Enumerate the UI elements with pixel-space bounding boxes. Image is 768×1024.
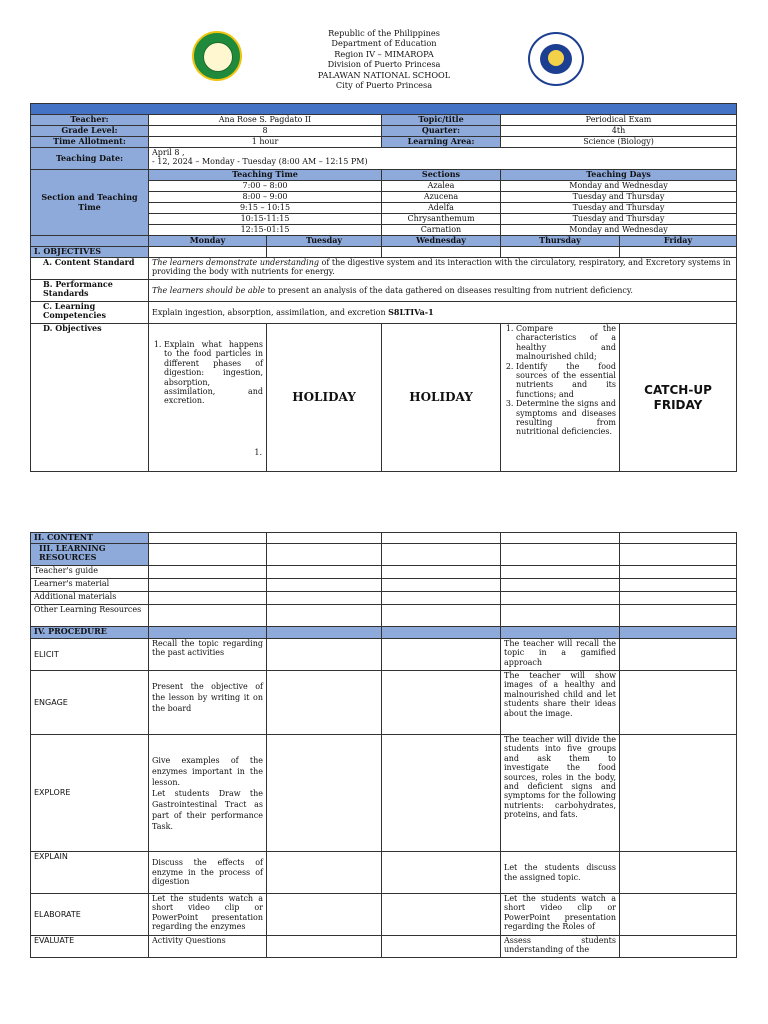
schedule-section: Azalea: [382, 181, 501, 192]
empty-cell: [382, 533, 501, 544]
area-label: Learning Area:: [382, 137, 501, 148]
deped-seal-icon: [192, 31, 242, 81]
learners-material-label: Learner's material: [31, 579, 149, 592]
competencies-text: [149, 302, 737, 324]
schedule-time: 9:15 – 10:15: [149, 203, 382, 214]
date-label: Teaching Date:: [31, 148, 149, 170]
empty-cell: [620, 592, 737, 605]
content-standard-label: A. Content Standard: [31, 258, 149, 280]
objectives-table: [30, 235, 737, 472]
empty-cell: [382, 852, 501, 894]
performance-standard-rest: to present an analysis of the data gathered on diseases resulting from nutrient deficiency.: [265, 285, 633, 295]
wednesday-holiday: HOLIDAY: [382, 324, 501, 472]
empty-cell: [382, 592, 501, 605]
day-header-spacer: [31, 236, 149, 247]
procedure-label: ENGAGE: [31, 671, 149, 735]
performance-standard-emphasis: The learners should be able: [152, 285, 266, 295]
empty-cell: [267, 605, 382, 627]
schedule-header: Teaching Time: [149, 170, 382, 181]
time-label: Time Allotment:: [31, 137, 149, 148]
empty-cell: [620, 566, 737, 579]
empty-cell: [267, 566, 382, 579]
table-row: [31, 639, 737, 671]
procedure-thursday: The teacher will show images of a healthy and malnourished child and let students share their ideas about the image.: [501, 671, 620, 735]
empty-cell: [267, 671, 382, 735]
schedule-section: Carnation: [382, 225, 501, 236]
empty-cell: [501, 627, 620, 639]
letterhead-text: [284, 28, 484, 90]
procedure-monday: Discuss the effects of enzyme in the process of digestion: [149, 852, 267, 894]
table-band: [31, 104, 737, 115]
empty-cell: [267, 639, 382, 671]
empty-cell: [149, 544, 267, 566]
quarter-label: Quarter:: [382, 126, 501, 137]
procedure-table: [30, 532, 737, 958]
objectives-heading: I. OBJECTIVES: [31, 247, 149, 258]
procedure-monday: Give examples of the enzymes important in the lesson. Let students Draw the Gastrointestinal Tract as part of their performance Task.: [149, 735, 267, 852]
content-standard-rest: of the digestive system and its interaction with the circulatory, respiratory, and Excretory systems in providing the body with nutrients for energy.: [152, 258, 731, 277]
resources-heading: III. LEARNING RESOURCES: [31, 544, 149, 566]
list-number: 1.: [254, 447, 262, 457]
empty-cell: [382, 605, 501, 627]
empty-cell: [149, 533, 267, 544]
monday-objectives: [149, 324, 267, 472]
schedule-days: Tuesday and Thursday: [501, 203, 737, 214]
schedule-time: 12:15-01:15: [149, 225, 382, 236]
schedule-time: 7:00 – 8:00: [149, 181, 382, 192]
procedure-thursday: Let the students discuss the assigned topic.: [501, 852, 620, 894]
teacher-value: Ana Rose S. Pagdato II: [149, 115, 382, 126]
empty-cell: [267, 533, 382, 544]
procedure-label: ELICIT: [31, 639, 149, 671]
time-value: 1 hour: [149, 137, 382, 148]
empty-cell: [149, 605, 267, 627]
grade-value: 8: [149, 126, 382, 137]
friday-catch-up: [620, 324, 737, 472]
empty-cell: [267, 592, 382, 605]
table-row: [31, 936, 737, 958]
empty-cell: [501, 566, 620, 579]
schedule-section: Chrysanthemum: [382, 214, 501, 225]
teaching-date: [149, 148, 737, 170]
empty-cell: [267, 544, 382, 566]
empty-cell: [620, 936, 737, 958]
empty-cell: [620, 639, 737, 671]
performance-standard-label: B. Performance Standards: [31, 280, 149, 302]
empty-cell: [267, 936, 382, 958]
empty-cell: [382, 566, 501, 579]
procedure-label: EXPLAIN: [31, 852, 149, 894]
list-item: 3. Determine the signs and symptoms and diseases resulting from nutritional deficiencies.: [516, 399, 616, 437]
header-line: Republic of the Philippines: [328, 28, 440, 38]
schedule-header: Sections: [382, 170, 501, 181]
content-standard-emphasis: The learners demonstrate understanding: [152, 258, 320, 267]
additional-materials-label: Additional materials: [31, 592, 149, 605]
table-row: [31, 894, 737, 936]
tuesday-holiday: HOLIDAY: [267, 324, 382, 472]
empty-cell: [620, 533, 737, 544]
header-line: Department of Education: [331, 38, 437, 49]
performance-standard-text: [149, 280, 737, 302]
empty-cell: [620, 544, 737, 566]
area-value: Science (Biology): [501, 137, 737, 148]
empty-cell: [267, 894, 382, 936]
empty-cell: [149, 579, 267, 592]
procedure-label: EVALUATE: [31, 936, 149, 958]
schedule-days: Monday and Wednesday: [501, 225, 737, 236]
quarter-value: 4th: [501, 126, 737, 137]
empty-cell: [382, 671, 501, 735]
empty-cell: [501, 544, 620, 566]
empty-cell: [620, 894, 737, 936]
empty-cell: [267, 735, 382, 852]
schedule-days: Tuesday and Thursday: [501, 192, 737, 203]
teacher-label: Teacher:: [31, 115, 149, 126]
empty-cell: [501, 592, 620, 605]
empty-cell: [382, 735, 501, 852]
procedure-thursday: The teacher will divide the students into five groups and ask them to investigate the food sources, roles in the body, and deficient signs and symptoms for the following nutrients: carbohydrates, proteins, and fats.: [501, 735, 620, 852]
competencies-label: C. Learning Competencies: [31, 302, 149, 324]
day-header-wednesday: Wednesday: [382, 236, 501, 247]
schedule-days: Tuesday and Thursday: [501, 214, 737, 225]
empty-cell: [382, 627, 501, 639]
schedule-label: Section and Teaching Time: [31, 170, 149, 236]
empty-cell: [267, 627, 382, 639]
thursday-objectives: [501, 324, 620, 472]
empty-cell: [382, 544, 501, 566]
catch-up-line: CATCH-UP: [644, 382, 712, 397]
empty-cell: [620, 579, 737, 592]
empty-cell: [267, 852, 382, 894]
day-header-monday: Monday: [149, 236, 267, 247]
list-item: 2. Identify the food sources of the essential nutrients and its functions; and: [516, 362, 616, 400]
procedure-label: EXPLORE: [31, 735, 149, 852]
procedure-label: ELABORATE: [31, 894, 149, 936]
other-resources-label: Other Learning Resources: [31, 605, 149, 627]
grade-label: Grade Level:: [31, 126, 149, 137]
procedure-monday: Present the objective of the lesson by writing it on the board: [149, 671, 267, 735]
letterhead: [0, 28, 768, 98]
empty-cell: [382, 639, 501, 671]
empty-cell: [382, 894, 501, 936]
empty-cell: [620, 852, 737, 894]
procedure-monday: Let the students watch a short video clip or PowerPoint presentation regarding the enzymes: [149, 894, 267, 936]
empty-cell: [620, 627, 737, 639]
procedure-thursday: The teacher will recall the topic in a gamified approach: [501, 639, 620, 671]
empty-cell: [382, 247, 501, 258]
schedule-header: Teaching Days: [501, 170, 737, 181]
procedure-monday: Activity Questions: [149, 936, 267, 958]
table-row: [31, 735, 737, 852]
day-header-friday: Friday: [620, 236, 737, 247]
empty-cell: [501, 533, 620, 544]
procedure-monday: Recall the topic regarding the past activities: [149, 639, 267, 671]
empty-cell: [501, 579, 620, 592]
schedule-section: Adelfa: [382, 203, 501, 214]
teachers-guide-label: Teacher's guide: [31, 566, 149, 579]
empty-cell: [620, 735, 737, 852]
header-line: City of Puerto Princesa: [335, 80, 433, 91]
header-line: Division of Puerto Princesa: [327, 59, 441, 70]
date-line: April 8 ,: [152, 148, 185, 157]
empty-cell: [267, 247, 382, 258]
schedule-time: 8:00 – 9:00: [149, 192, 382, 203]
empty-cell: [620, 671, 737, 735]
content-heading: II. CONTENT: [31, 533, 149, 544]
empty-cell: [382, 579, 501, 592]
header-line: PALAWAN NATIONAL SCHOOL: [317, 69, 451, 80]
content-standard-text: [149, 258, 737, 280]
empty-cell: [149, 566, 267, 579]
empty-cell: [382, 936, 501, 958]
schedule-time: 10:15-11:15: [149, 214, 382, 225]
date-line: - 12, 2024 – Monday - Tuesday (8:00 AM – 12:15 PM): [152, 157, 368, 167]
school-seal-icon: [528, 32, 584, 86]
table-row: [31, 671, 737, 735]
day-header-thursday: Thursday: [501, 236, 620, 247]
list-item: 1. Explain what happens to the food particles in different phases of digestion: ingestion, absorption, assimilation, and excretion.: [164, 340, 263, 406]
day-header-tuesday: Tuesday: [267, 236, 382, 247]
empty-cell: [620, 247, 737, 258]
catch-up-line: FRIDAY: [653, 397, 703, 412]
empty-cell: [501, 247, 620, 258]
competencies-description: Explain ingestion, absorption, assimilation, and excretion: [152, 307, 389, 317]
empty-cell: [149, 247, 267, 258]
header-line: Region IV – MIMAROPA: [334, 48, 434, 59]
competency-code: S8LTIVa-1: [388, 306, 434, 317]
procedure-heading: IV. PROCEDURE: [31, 627, 149, 639]
topic-value: Periodical Exam: [501, 115, 737, 126]
topic-label: Topic/title: [382, 115, 501, 126]
table-row: [31, 852, 737, 894]
schedule-days: Monday and Wednesday: [501, 181, 737, 192]
empty-cell: [149, 592, 267, 605]
empty-cell: [501, 605, 620, 627]
empty-cell: [267, 579, 382, 592]
procedure-thursday: Assess students understanding of the: [501, 936, 620, 958]
lesson-plan-upper-table: [30, 103, 737, 236]
objectives-label: D. Objectives: [31, 324, 149, 472]
schedule-section: Azucena: [382, 192, 501, 203]
empty-cell: [149, 627, 267, 639]
empty-cell: [620, 605, 737, 627]
procedure-thursday: Let the students watch a short video clip or PowerPoint presentation regarding the Roles of: [501, 894, 620, 936]
list-item: 1. Compare the characteristics of a healthy and malnourished child;: [516, 324, 616, 362]
